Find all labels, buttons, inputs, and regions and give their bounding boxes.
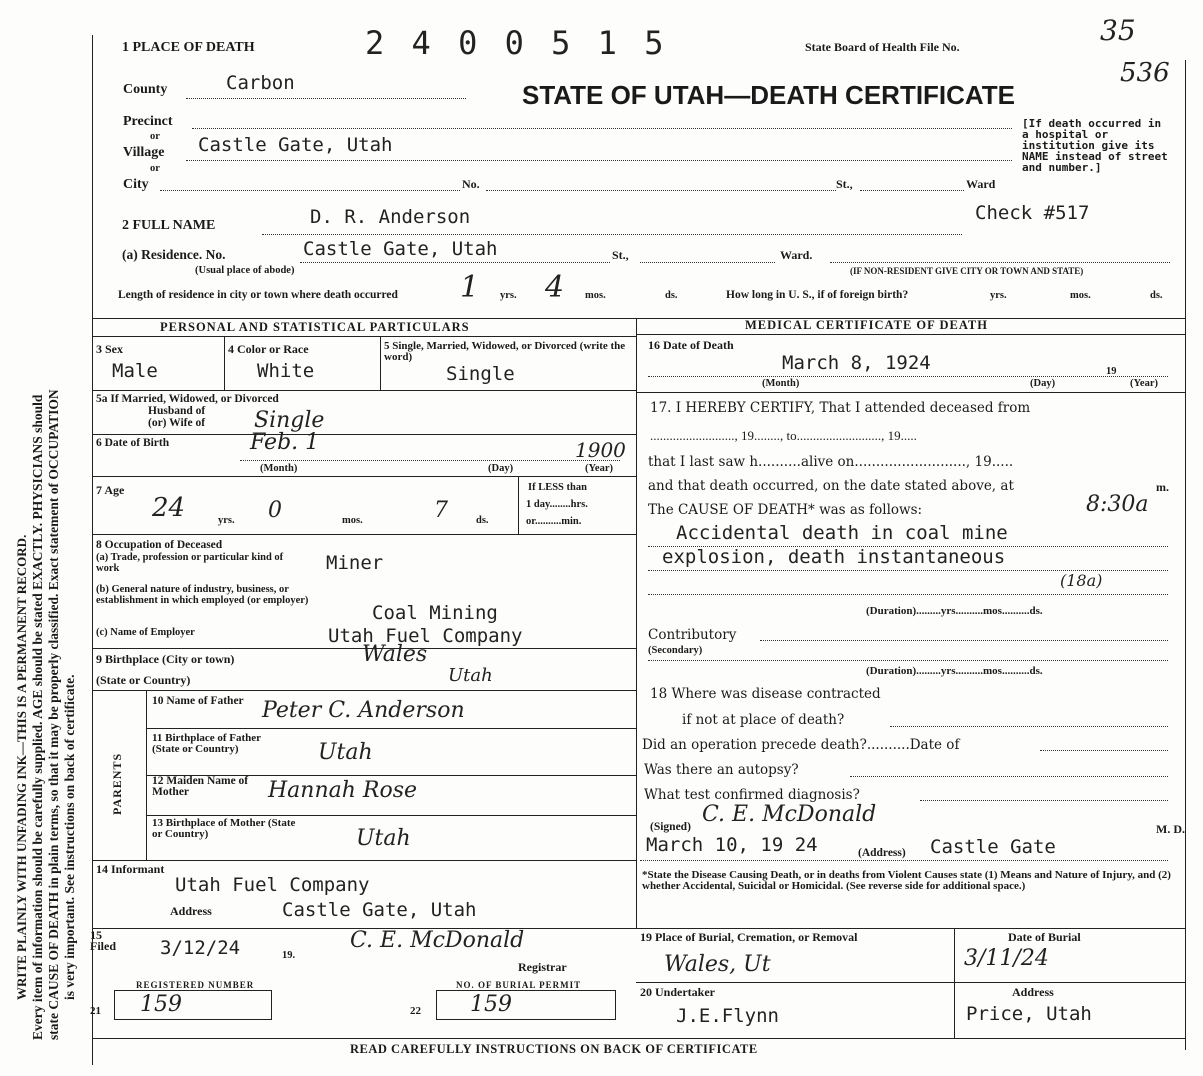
spouse-handwritten: Single (254, 408, 325, 433)
mother-birthplace-handwritten: Utah (356, 826, 411, 851)
registrar-signature: C. E. McDonald (350, 928, 525, 953)
dob-year-label: (Year) (585, 463, 613, 474)
less-than-1: If LESS than (528, 482, 587, 493)
color-value: White (257, 360, 315, 382)
dob-month-label: (Month) (260, 463, 298, 474)
no-label: No. (462, 177, 480, 191)
birth-state-handwritten: Utah (448, 665, 493, 686)
dob-day-label: (Day) (488, 463, 514, 474)
filed-label: 15 Filed (90, 928, 116, 953)
full-name-value: D. R. Anderson (310, 206, 471, 228)
death-year-label: (Year) (1130, 378, 1158, 389)
date-of-death-label: 16 Date of Death (648, 338, 734, 352)
mother-birthplace-label: 13 Birthplace of Mother (State or Country) (152, 817, 296, 840)
birth-state-label: (State or Country) (96, 673, 191, 687)
informant-value: Utah Fuel Company (175, 874, 370, 896)
burial-date-label: Date of Burial (1008, 930, 1081, 944)
contributory-label: Contributory (648, 627, 737, 643)
residence-ward: Ward. (780, 248, 813, 262)
file-number-handwritten: 536 (1120, 58, 1170, 88)
date-of-death-value: March 8, 1924 (782, 352, 931, 374)
mos-label: mos. (585, 290, 606, 301)
occupation-b-value: Coal Mining (372, 602, 498, 624)
age-label: 7 Age (96, 483, 125, 497)
footer-instructions: READ CAREFULLY INSTRUCTIONS ON BACK OF CERTIFICATE (350, 1042, 758, 1056)
sex-label: 3 Sex (96, 342, 123, 356)
certify-line-4: and that death occurred, on the date stated above, at (648, 478, 1014, 494)
occupation-c-label: (c) Name of Employer (96, 627, 195, 638)
or-1: or (150, 131, 160, 142)
city-label: City (123, 177, 149, 192)
signed-date: March 10, 19 24 (646, 834, 818, 856)
certify-line-2: .........................., 19........, to.........................., 19..... (650, 428, 917, 443)
sex-value: Male (112, 360, 158, 382)
birthplace-handwritten: Wales (362, 642, 428, 667)
occupation-c-value: Utah Fuel Company (328, 625, 523, 647)
father-birthplace-handwritten: Utah (318, 740, 373, 765)
spouse-label-2: Husband of (148, 405, 206, 417)
age-months: 0 (268, 498, 282, 523)
mother-label: 12 Maiden Name of Mother (152, 775, 249, 798)
age-ds-label: ds. (476, 515, 489, 526)
residence-value: Castle Gate, Utah (303, 238, 498, 260)
less-than-3: or..........min. (526, 516, 582, 527)
file-number: 35 (1100, 14, 1136, 47)
cause-footnote: *State the Disease Causing Death, or in deaths from Violent Causes state (1) Means and Nature of Injury, and (2) whether Accidental, Suicidal or Homicidal. (See reverse side for additional space.) (642, 869, 1171, 892)
mos-label-2: mos. (1070, 290, 1091, 301)
st-label: St., (836, 177, 853, 191)
occupation-a-value: Miner (326, 552, 384, 574)
usual-abode: (Usual place of abode) (195, 265, 295, 276)
death-day-label: (Day) (1030, 378, 1056, 389)
less-than-2: 1 day........hrs. (526, 499, 588, 510)
stamp-number: 2 4 0 0 5 1 5 (365, 24, 668, 62)
q18-line-1: 18 Where was disease contracted (650, 686, 881, 702)
length-residence-label: Length of residence in city or town where death occurred (118, 289, 398, 301)
foreign-birth-label: How long in U. S., if of foreign birth? (726, 289, 909, 301)
dob-label: 6 Date of Birth (96, 437, 170, 449)
age-years: 24 (152, 493, 186, 523)
informant-address-value: Castle Gate, Utah (282, 899, 477, 921)
age-yrs-label: yrs. (218, 515, 235, 526)
age-days: 7 (434, 498, 448, 523)
undertaker-address-value: Price, Utah (966, 1003, 1092, 1025)
village-label: Village (123, 145, 165, 160)
burial-permit-value: 159 (470, 992, 512, 1017)
personal-heading: PERSONAL AND STATISTICAL PARTICULARS (160, 320, 470, 334)
undertaker-value: J.E.Flynn (676, 1005, 779, 1027)
dob-handwritten: Feb. 1 (250, 430, 320, 455)
burial-permit-label: NO. OF BURIAL PERMIT (456, 980, 582, 990)
cause-code: (18a) (1060, 571, 1103, 590)
non-resident-note: (IF NON-RESIDENT GIVE CITY OR TOWN AND STATE) (850, 266, 1084, 276)
secondary-label: (Secondary) (648, 645, 703, 656)
ds-label: ds. (665, 290, 678, 301)
certificate-title: STATE OF UTAH—DEATH CERTIFICATE (522, 80, 1015, 110)
precinct-label: Precinct (123, 114, 173, 129)
cause-line-1: Accidental death in coal mine (676, 522, 1008, 544)
physician-address-value: Castle Gate (930, 836, 1056, 858)
registered-number-value: 159 (140, 992, 182, 1017)
dob-year: 1900 (575, 438, 626, 462)
physician-signature: C. E. McDonald (702, 802, 877, 827)
hospital-note: [If death occurred in a hospital or institution give its NAME instead of street and number.] (1022, 117, 1168, 174)
occupation-a-label: (a) Trade, profession or particular kind of work (96, 552, 284, 574)
registrar-label: Registrar (518, 960, 567, 974)
father-label: 10 Name of Father (152, 695, 244, 707)
birthplace-label: 9 Birthplace (City or town) (96, 652, 235, 666)
yrs-label-2: yrs. (990, 290, 1007, 301)
time-m: m. (1156, 480, 1169, 494)
ds-label-2: ds. (1150, 290, 1163, 301)
residence-st: St., (612, 248, 629, 262)
residence-years: 1 (460, 270, 480, 305)
time-of-death: 8:30a (1086, 492, 1149, 517)
filed-value: 3/12/24 (160, 937, 241, 959)
medical-heading: MEDICAL CERTIFICATE OF DEATH (745, 318, 988, 332)
autopsy-question: Was there an autopsy? (644, 762, 799, 778)
marital-label: 5 Single, Married, Widowed, or Divorced (write the word) (384, 340, 626, 363)
operation-question: Did an operation precede death?..........Date of (642, 737, 960, 753)
death-19: 19 (1106, 366, 1117, 377)
father-birthplace-label: 11 Birthplace of Father (State or Country) (152, 732, 261, 755)
side-note-4: is very important. See instructions on back of certificate. (62, 674, 77, 1000)
undertaker-address-label: Address (1012, 985, 1054, 999)
certify-line-3: that I last saw h..........alive on.........................., 19..... (648, 454, 1014, 470)
side-note-1: WRITE PLAINLY WITH UNFADING INK—THIS IS A PERMANENT RECORD. (14, 534, 29, 1000)
signed-label: (Signed) (650, 821, 691, 833)
burial-place-label: 19 Place of Burial, Cremation, or Removal (640, 930, 858, 944)
registered-number-label: REGISTERED NUMBER (136, 980, 255, 990)
undertaker-label: 20 Undertaker (640, 985, 715, 999)
mother-handwritten: Hannah Rose (268, 778, 418, 803)
burial-date-handwritten: 3/11/24 (964, 946, 1049, 971)
residence-months: 4 (545, 270, 565, 305)
check-number: Check #517 (975, 202, 1090, 224)
occupation-b-label: (b) General nature of industry, business, or establishment in which employed (or employer) (96, 584, 309, 606)
occupation-label: 8 Occupation of Deceased (96, 539, 223, 551)
certify-line-1: 17. I HEREBY CERTIFY, That I attended deceased from (650, 400, 1031, 416)
village-value: Castle Gate, Utah (198, 134, 393, 156)
md-label: M. D. (1156, 822, 1185, 836)
full-name-label: 2 FULL NAME (122, 218, 216, 233)
side-note-2: Every item of information should be carefully supplied. AGE should be stated EXACTLY. PHYSICIANS should (30, 394, 45, 1040)
county-label: County (123, 82, 168, 97)
frame-right (1185, 60, 1186, 1050)
place-of-death-label: 1 PLACE OF DEATH (122, 40, 255, 55)
yrs-label: yrs. (500, 290, 517, 301)
father-handwritten: Peter C. Anderson (262, 698, 465, 723)
county-value: Carbon (226, 72, 295, 94)
burial-permit-index: 22 (410, 1005, 421, 1017)
cause-line-2: explosion, death instantaneous (662, 546, 1006, 568)
cause-label: The CAUSE OF DEATH* was as follows: (648, 502, 923, 518)
filed-19: 19. (282, 950, 296, 961)
informant-label: 14 Informant (96, 862, 165, 876)
death-month-label: (Month) (762, 378, 800, 389)
duration-2: (Duration).........yrs..........mos..........ds. (866, 665, 1043, 677)
registered-number-index: 21 (90, 1005, 101, 1017)
parents-label: PARENTS (110, 752, 124, 815)
spouse-label-1: 5a If Married, Widowed, or Divorced (96, 393, 279, 405)
file-label: State Board of Health File No. (805, 40, 960, 54)
spouse-label-3: (or) Wife of (148, 417, 206, 429)
frame-left (92, 35, 93, 1065)
age-mos-label: mos. (342, 515, 363, 526)
color-label: 4 Color or Race (228, 342, 309, 356)
or-2: or (150, 163, 160, 174)
burial-place-handwritten: Wales, Ut (664, 952, 771, 977)
duration-1: (Duration).........yrs..........mos..........ds. (866, 605, 1043, 617)
residence-label: (a) Residence. No. (122, 247, 226, 262)
informant-address-label: Address (170, 904, 212, 918)
ward-label: Ward (966, 177, 996, 191)
physician-address-label: (Address) (858, 847, 906, 859)
marital-value: Single (446, 363, 515, 385)
q18-line-2: if not at place of death? (682, 712, 845, 728)
side-note-3: state CAUSE OF DEATH in plain terms, so that it may be properly classified. Exact statement of OCCUPATION (46, 389, 61, 1040)
diagnosis-question: What test confirmed diagnosis? (644, 787, 860, 803)
